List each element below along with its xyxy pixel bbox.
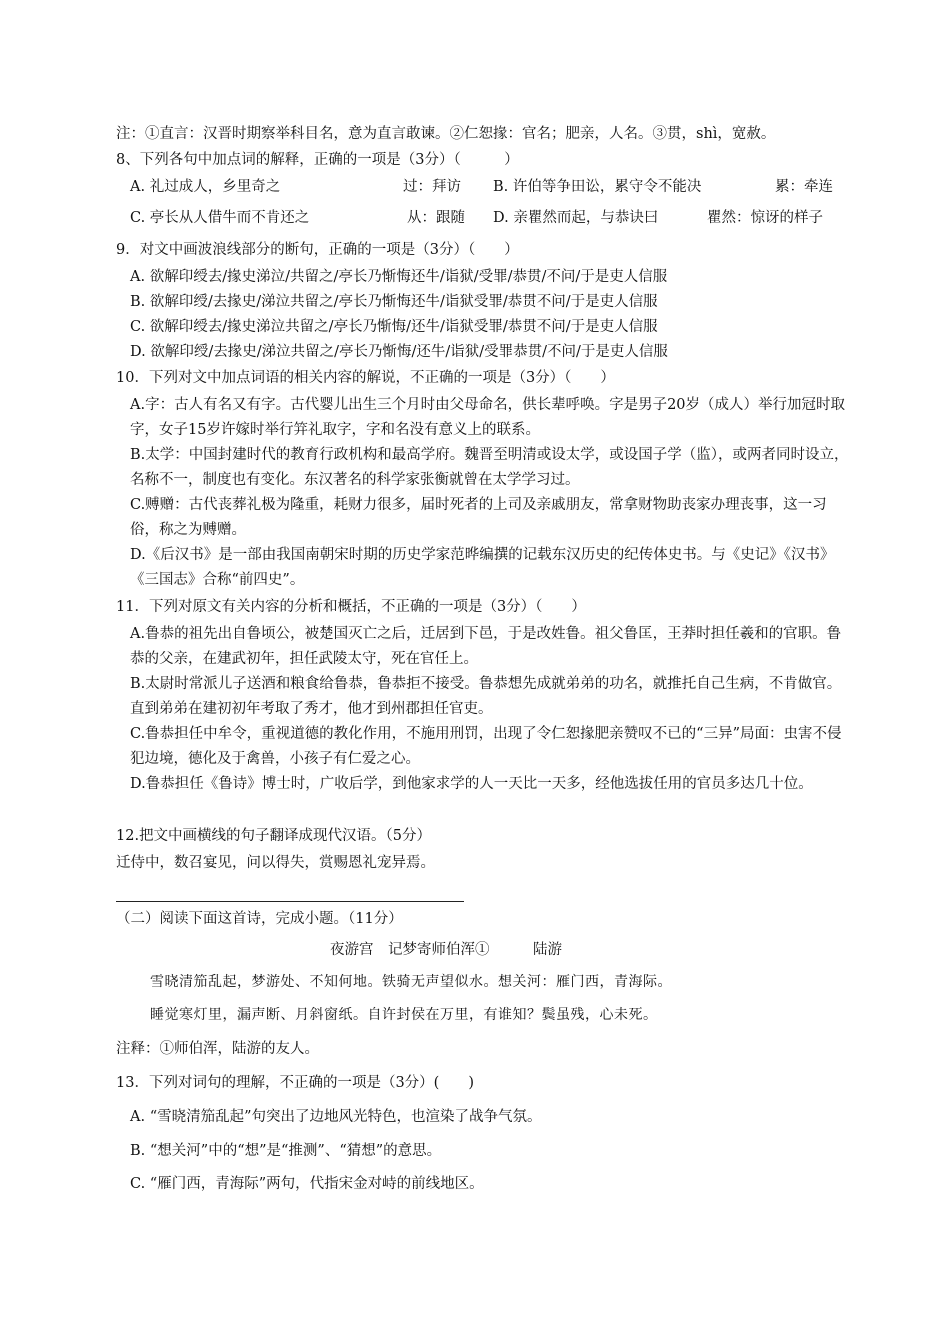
q12-stem: 12.把文中画横线的句子翻译成现代汉语。（5分）	[116, 828, 432, 844]
q9-option-b: B. 欲解印绶/去掾史/涕泣共留之/亭长乃惭悔还牛/诣狱受罪/恭贯不问/于是吏人信服	[130, 294, 658, 310]
note-line: 注：①直言：汉晋时期察举科目名，意为直言敢谏。②仁恕掾：官名；肥亲，人名。③贯，shì，宽赦。	[116, 126, 776, 142]
q8-option-c-gloss: 从：跟随	[407, 210, 465, 226]
section2-heading: （二）阅读下面这首诗，完成小题。（11分）	[116, 911, 403, 927]
poem-line-1: 雪晓清笳乱起，梦游处、不知何地。铁骑无声望似水。想关河：雁门西，青海际。	[150, 974, 672, 990]
q8-option-d-gloss: 瞿然：惊讶的样子	[707, 210, 823, 226]
poem-note: 注释：①师伯浑，陆游的友人。	[116, 1041, 319, 1057]
q9-option-d: D. 欲解印绶/去掾史/涕泣共留之/亭长乃惭悔/还牛/诣狱/受罪恭贯/不问/于是吏人信服	[130, 344, 668, 360]
q11-option-c: C.鲁恭担任中牟令，重视道德的教化作用，不施用刑罚，出现了令仁恕掾肥亲赞叹不已的“三异”局面：虫害不侵犯边境，德化及于禽兽，小孩子有仁爱之心。	[130, 726, 842, 767]
q9-option-c: C. 欲解印绶去/掾史涕泣共留之/亭长乃惭悔/还牛/诣狱受罪/恭贯不问/于是吏人信服	[130, 319, 658, 335]
answer-line	[116, 901, 464, 902]
q12-sentence: 迁侍中，数召宴见，问以得失，赏赐恩礼宠异焉。	[116, 855, 435, 871]
q10-option-b: B.太学：中国封建时代的教育行政机构和最高学府。魏晋至明清或设太学，或设国子学（监），或两者同时设立，名称不一，制度也有变化。东汉著名的科学家张衡就曾在太学学习过。	[130, 447, 849, 488]
q10-stem: 10．下列对文中加点词语的相关内容的解说，不正确的一项是（3分）（ ）	[116, 370, 615, 386]
q8-option-b-gloss: 累：牵连	[775, 179, 833, 195]
q11-option-b: B.太尉时常派儿子送酒和粮食给鲁恭，鲁恭拒不接受。鲁恭想先成就弟弟的功名，就推托自己生病，不肯做官。直到弟弟在建初初年考取了秀才，他才到州郡担任官吏。	[130, 676, 842, 717]
q11-stem: 11．下列对原文有关内容的分析和概括，不正确的一项是（3分）（ ）	[116, 599, 586, 615]
q9-stem: 9．对文中画波浪线部分的断句，正确的一项是（3分）（ ）	[116, 242, 519, 258]
q8-option-c: C. 亭长从人借牛而不肯还之	[130, 210, 310, 226]
q13-option-b: B. “想关河”中的“想”是“推测”、“猜想”的意思。	[130, 1143, 442, 1159]
q9-option-a: A. 欲解印绶去/掾史涕泣/共留之/亭长乃惭悔还牛/诣狱/受罪/恭贯/不问/于是吏人信服	[130, 269, 668, 285]
q8-option-a-gloss: 过：拜访	[403, 179, 461, 195]
q8-option-b: B. 许伯等争田讼，累守令不能决	[493, 179, 702, 195]
q13-stem: 13．下列对词句的理解，不正确的一项是（3分）( )	[116, 1075, 474, 1091]
q11-option-d: D.鲁恭担任《鲁诗》博士时，广收后学，到他家求学的人一天比一天多，经他选拔任用的官员多达几十位。	[130, 776, 813, 792]
poem-title: 夜游宫 记梦寄师伯浑① 陆游	[330, 942, 562, 958]
poem-line-2: 睡觉寒灯里，漏声断、月斜窗纸。自许封侯在万里，有谁知？鬓虽残，心未死。	[150, 1007, 658, 1023]
q10-option-d: D.《后汉书》是一部由我国南朝宋时期的历史学家范晔编撰的记载东汉历史的纪传体史书。与《史记》《汉书》《三国志》合称“前四史”。	[130, 547, 835, 588]
q13-option-c: C. “雁门西，青海际”两句，代指宋金对峙的前线地区。	[130, 1176, 484, 1192]
q8-stem: 8、下列各句中加点词的解释，正确的一项是（3分）（ ）	[116, 152, 519, 168]
q8-option-d: D. 亲瞿然而起，与恭诀曰	[493, 210, 659, 226]
q10-option-a: A.字：古人有名又有字。古代婴儿出生三个月时由父母命名，供长辈呼唤。字是男子20岁（成人）举行加冠时取字，女子15岁许嫁时举行笄礼取字，字和名没有意义上的联系。	[130, 397, 846, 438]
q13-option-a: A. “雪晓清笳乱起”句突出了边地风光特色，也渲染了战争气氛。	[130, 1109, 542, 1125]
q10-option-c: C.赙赠：古代丧葬礼极为隆重，耗财力很多，届时死者的上司及亲戚朋友，常拿财物助丧家办理丧事，这一习俗，称之为赙赠。	[130, 497, 827, 538]
q8-option-a: A. 礼过成人，乡里奇之	[130, 179, 281, 195]
q11-option-a: A.鲁恭的祖先出自鲁顷公，被楚国灭亡之后，迁居到下邑，于是改姓鲁。祖父鲁匡，王莽时担任羲和的官职。鲁恭的父亲，在建武初年，担任武陵太守，死在官任上。	[130, 626, 842, 667]
